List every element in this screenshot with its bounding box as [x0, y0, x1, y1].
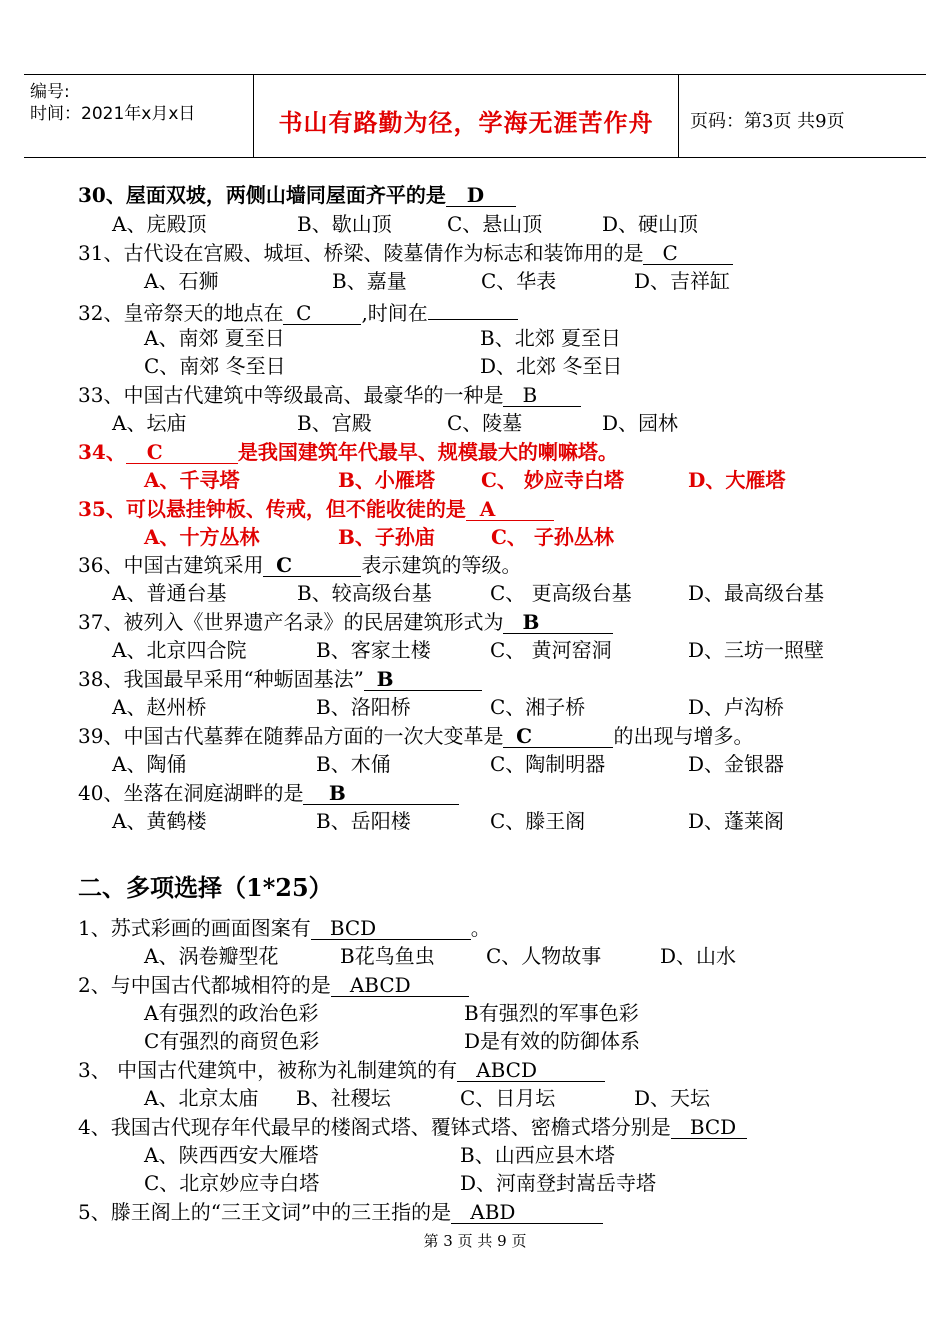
option: B、嘉量 [332, 269, 407, 293]
option: A、陕西西安大雁塔 [144, 1143, 319, 1167]
option: C、人物故事 [486, 944, 602, 968]
answer-blank [503, 611, 613, 634]
answer-text: C [276, 553, 293, 577]
stem-text: 37、被列入《世界遗产名录》的民居建筑形式为 [78, 610, 504, 634]
motto: 书山有路勤为径，学海无涯苦作舟 [278, 108, 654, 137]
option: D、最高级台基 [688, 581, 825, 605]
answer-blank [311, 917, 471, 940]
option: D、卢沟桥 [688, 695, 785, 719]
answer-blank [126, 441, 238, 464]
question-stem [78, 1114, 747, 1140]
option: C、 更高级台基 [490, 581, 632, 605]
option: C、陶制明器 [490, 752, 606, 776]
option: A有强烈的政治色彩 [144, 1001, 319, 1025]
time-label: 时间：2021年x月x日 [30, 104, 196, 124]
answer-text: BCD [329, 916, 377, 940]
option: B花鸟鱼虫 [340, 944, 435, 968]
question-stem [78, 182, 516, 208]
question-stem [78, 915, 491, 941]
option: A、庑殿顶 [112, 212, 207, 236]
answer-blank [643, 242, 733, 265]
answer-blank [503, 725, 613, 748]
option: C、悬山顶 [447, 212, 543, 236]
option: A、赵州桥 [112, 695, 207, 719]
question-stem [78, 240, 733, 266]
answer-blank [466, 498, 554, 521]
option: C有强烈的商贸色彩 [144, 1029, 320, 1053]
answer-text: ABD [470, 1200, 516, 1224]
option: C、陵墓 [447, 411, 523, 435]
question-stem [78, 972, 469, 998]
option: C、南郊 冬至日 [144, 354, 286, 378]
answer-blank [283, 302, 361, 325]
stem-tail: 表示建筑的等级。 [361, 553, 522, 577]
option: A、陶俑 [112, 752, 187, 776]
stem-text: 2、与中国古代都城相符的是 [78, 973, 331, 997]
stem-tail: 的出现与增多。 [613, 724, 754, 748]
option: A、涡卷瓣型花 [144, 944, 279, 968]
question-stem [78, 297, 518, 326]
answer-text: C [516, 724, 533, 748]
stem-text: 31、古代设在宫殿、城垣、桥梁、陵墓倩作为标志和装饰用的是 [78, 241, 644, 265]
stem-text: 35、可以悬挂钟板、传戒，但不能收徒的是 [78, 497, 466, 521]
option: A、坛庙 [112, 411, 187, 435]
section-title: 二、多项选择（1*25） [78, 873, 333, 902]
option: B、山西应县木塔 [460, 1143, 615, 1167]
stem-tail: 。 [470, 916, 491, 940]
answer-blank [446, 184, 516, 207]
answer-blank [303, 782, 459, 805]
question-stem [78, 723, 753, 749]
answer-text: ABCD [349, 973, 411, 997]
option: C、湘子桥 [490, 695, 586, 719]
option: B、客家土楼 [316, 638, 431, 662]
answer-blank [671, 1116, 747, 1139]
stem-text: 40、坐落在洞庭湖畔的是 [78, 781, 304, 805]
question-stem [78, 382, 581, 408]
option: B、北郊 夏至日 [480, 326, 622, 350]
stem-text: 32、皇帝祭天的地点在 [78, 301, 284, 325]
answer-text: A [479, 497, 496, 521]
option: C、 子孙丛林 [491, 525, 614, 549]
option: D、天坛 [634, 1086, 711, 1110]
header-left-cell [30, 81, 256, 125]
answer-text: ABCD [476, 1058, 538, 1082]
page-info: 页码：第3页 共9页 [690, 111, 845, 132]
answer-text: B [376, 667, 394, 691]
option: B、洛阳桥 [316, 695, 411, 719]
option: A、北京太庙 [144, 1086, 259, 1110]
stem-text: 1、苏式彩画的画面图案有 [78, 916, 311, 940]
question-stem [78, 1057, 605, 1083]
option: D、河南登封嵩岳寺塔 [460, 1171, 657, 1195]
option: A、十方丛林 [144, 525, 260, 549]
option: D、蓬莱阁 [688, 809, 785, 833]
option: D是有效的防御体系 [464, 1029, 641, 1053]
question-stem [78, 439, 618, 465]
option: C、 黄河窑洞 [490, 638, 612, 662]
answer-text: B [328, 781, 346, 805]
option: D、三坊一照壁 [688, 638, 825, 662]
answer-blank [451, 1201, 603, 1224]
answer-blank [364, 668, 482, 691]
answer-text: C [296, 301, 312, 325]
stem-text: 4、我国古代现存年代最早的楼阁式塔、覆钵式塔、密檐式塔分别是 [78, 1115, 671, 1139]
page-header [24, 74, 926, 158]
option: C、日月坛 [460, 1086, 556, 1110]
answer-text: B [522, 610, 540, 634]
stem-text: 36、中国古建筑采用 [78, 553, 264, 577]
question-stem [78, 496, 554, 522]
option: D、园林 [602, 411, 679, 435]
answer-text: C [146, 440, 163, 464]
answer-text: B [522, 383, 538, 407]
option: A、石狮 [144, 269, 219, 293]
option: B、岳阳楼 [316, 809, 411, 833]
option: B、子孙庙 [338, 525, 435, 549]
question-stem [78, 552, 521, 578]
question-stem [78, 666, 482, 692]
stem-tail: ,时间在 [361, 301, 428, 325]
option: A、千寻塔 [144, 468, 240, 492]
stem-text: 38、我国最早采用“种蛎固基法” [78, 667, 364, 691]
stem-text: 39、中国古代墓葬在随葬品方面的一次大变革是 [78, 724, 504, 748]
option: D、吉祥缸 [634, 269, 731, 293]
answer-blank [331, 974, 469, 997]
option: B、较高级台基 [297, 581, 432, 605]
answer-blank [428, 297, 518, 320]
option: B、社稷坛 [296, 1086, 391, 1110]
option: C、华表 [481, 269, 557, 293]
stem-text: 33、中国古代建筑中等级最高、最豪华的一种是 [78, 383, 504, 407]
stem-text: 30、屋面双坡，两侧山墙同屋面齐平的是 [78, 183, 446, 207]
divider [678, 75, 679, 157]
stem-text: 3、 中国古代建筑中，被称为礼制建筑的有 [78, 1058, 458, 1082]
answer-text: BCD [689, 1115, 737, 1139]
answer-blank [263, 554, 361, 577]
stem-text: 34、 [78, 440, 126, 464]
option: D、硬山顶 [602, 212, 699, 236]
option: C、北京妙应寺白塔 [144, 1171, 320, 1195]
option: C、滕王阁 [490, 809, 586, 833]
option: B、歇山顶 [297, 212, 392, 236]
option: B、小雁塔 [338, 468, 435, 492]
number-label: 编号: [30, 82, 70, 102]
question-stem [78, 1199, 603, 1225]
option: D、北郊 冬至日 [480, 354, 623, 378]
answer-text: C [662, 241, 678, 265]
stem-tail: 是我国建筑年代最早、规模最大的喇嘛塔。 [237, 440, 618, 464]
stem-text: 5、滕王阁上的“三王文词”中的三王指的是 [78, 1200, 452, 1224]
option: A、黄鹤楼 [112, 809, 207, 833]
answer-text: D [466, 183, 485, 207]
option: D、山水 [660, 944, 737, 968]
option: B、木俑 [316, 752, 391, 776]
question-stem [78, 780, 459, 806]
answer-blank [457, 1059, 605, 1082]
option: C、 妙应寺白塔 [481, 468, 624, 492]
option: B、宫殿 [297, 411, 372, 435]
option: A、北京四合院 [112, 638, 247, 662]
option: A、普通台基 [112, 581, 227, 605]
option: B有强烈的军事色彩 [464, 1001, 639, 1025]
option: D、大雁塔 [688, 468, 786, 492]
option: D、金银器 [688, 752, 785, 776]
page-footer: 第 3 页 共 9 页 [423, 1232, 527, 1250]
answer-blank [503, 384, 581, 407]
option: A、南郊 夏至日 [144, 326, 285, 350]
question-stem [78, 609, 613, 635]
